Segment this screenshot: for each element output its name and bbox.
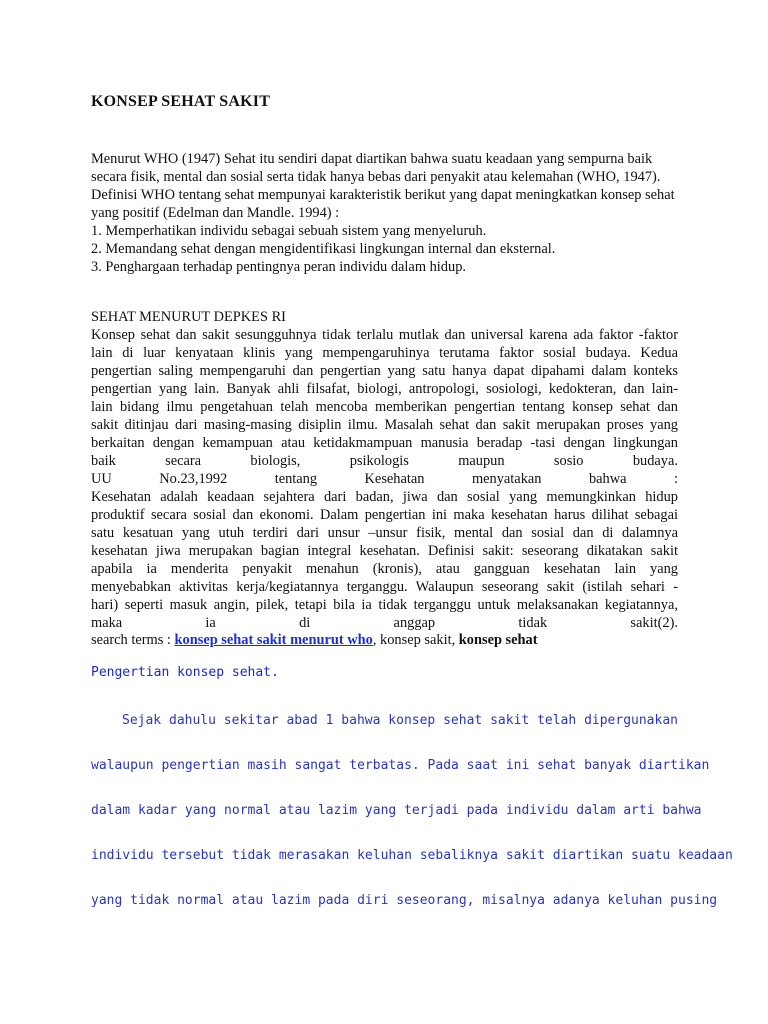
pengertian-line: walaupun pengertian masih sangat terbatas. Pada saat ini sehat banyak diartikan bbox=[91, 758, 710, 773]
search-terms-middle: , konsep sakit, bbox=[372, 632, 459, 648]
depkes-line: pengertian yang lain. Banyak ahli filsafat, biologi, antropologi, sosiologi, kedokteran, dan lain- bbox=[91, 381, 678, 397]
pengertian-line: dalam kadar yang normal atau lazim yang terjadi pada individu dalam arti bahwa bbox=[91, 803, 702, 818]
search-term-bold: konsep sehat bbox=[458, 632, 538, 648]
depkes-line: maka ia di anggap tidak sakit(2). bbox=[91, 615, 678, 631]
who-paragraph-1: Menurut WHO (1947) Sehat itu sendiri dapat diartikan bahwa suatu keadaan yang sempurna baik secara fisik, mental dan sosial serta tidak hanya bebas dari penyakit atau kelemahan (WHO, 1947). bbox=[91, 151, 661, 185]
search-terms-prefix: search terms : bbox=[91, 632, 175, 648]
depkes-line: sakit ditinjau dari masing-masing disiplin ilmu. Masalah sehat dan sakit merupakan proses yang bbox=[91, 417, 678, 433]
search-term-link[interactable]: konsep sehat sakit menurut who bbox=[174, 632, 373, 648]
depkes-line: pengertian saling mempengaruhi dan pengertian yang satu hanya dapat dipahami dalam konteks bbox=[91, 363, 678, 379]
depkes-line: lain bidang ilmu pengetahuan telah mencoba memberikan pengertian tentang konsep sehat dan bbox=[91, 399, 678, 415]
depkes-line: UU No.23,1992 tentang Kesehatan menyatakan bahwa : bbox=[91, 471, 678, 487]
depkes-section bbox=[91, 308, 678, 632]
depkes-line: Kesehatan adalah keadaan sejahtera dari badan, jiwa dan sosial yang memungkinkan hidup bbox=[91, 489, 678, 505]
pengertian-line: individu tersebut tidak merasakan keluhan sebaliknya sakit diartikan suatu keadaan bbox=[91, 848, 733, 863]
depkes-line: lain di luar kenyataan klinis yang mempengaruhinya terutama faktor sosial budaya. Kedua bbox=[91, 345, 678, 361]
depkes-line: Konsep sehat dan sakit sesungguhnya tidak terlalu mutlak dan universal karena ada faktor -faktor bbox=[91, 327, 678, 343]
depkes-heading: SEHAT MENURUT DEPKES RI bbox=[91, 309, 286, 325]
who-list-item: 2. Memandang sehat dengan mengidentifikasi lingkungan internal dan eksternal. bbox=[91, 241, 556, 257]
depkes-line: hari) seperti masuk angin, pilek, tetapi bila ia tidak terganggu untuk melaksanakan kegiatannya, bbox=[91, 597, 678, 613]
who-list-item: 3. Penghargaan terhadap pentingnya peran individu dalam hidup. bbox=[91, 259, 466, 275]
depkes-line: menyebabkan aktivitas kerja/kegiatannya terganggu. Walaupun seseorang sakit (istilah sehari - bbox=[91, 579, 678, 595]
pengertian-heading: Pengertian konsep sehat. bbox=[91, 665, 279, 680]
who-list-item: 1. Memperhatikan individu sebagai sebuah sistem yang menyeluruh. bbox=[91, 223, 487, 239]
pengertian-body bbox=[91, 698, 733, 923]
depkes-line: produktif secara sosial dan ekonomi. Dalam pengertian ini maka kesehatan harus dilihat sebagai bbox=[91, 507, 678, 523]
depkes-line: apabila ia menderita penyakit menahun (kronis), atau gangguan kesehatan lain yang bbox=[91, 561, 678, 577]
depkes-line: kesehatan jiwa merupakan bagian integral kesehatan. Definisi sakit: seseorang dikatakan sakit bbox=[91, 543, 678, 559]
search-terms bbox=[91, 631, 538, 649]
depkes-line: satu kesatuan yang utuh terdiri dari unsur –unsur fisik, mental dan sosial dan di dalamnya bbox=[91, 525, 678, 541]
page-title: KONSEP SEHAT SAKIT bbox=[91, 93, 271, 110]
who-paragraph-2: Definisi WHO tentang sehat mempunyai karakteristik berikut yang dapat meningkatkan konsep sehat yang positif (Edelman dan Mandle. 1994) : bbox=[91, 187, 675, 221]
pengertian-line: Sejak dahulu sekitar abad 1 bahwa konsep sehat sakit telah dipergunakan bbox=[122, 713, 678, 728]
depkes-line: berkaitan dengan kemampuan atau ketidakmampuan manusia beradap -tasi dengan lingkungan bbox=[91, 435, 678, 451]
pengertian-line: yang tidak normal atau lazim pada diri seseorang, misalnya adanya keluhan pusing bbox=[91, 893, 718, 908]
who-section bbox=[91, 150, 678, 276]
depkes-line: baik secara biologis, psikologis maupun sosio budaya. bbox=[91, 453, 678, 469]
